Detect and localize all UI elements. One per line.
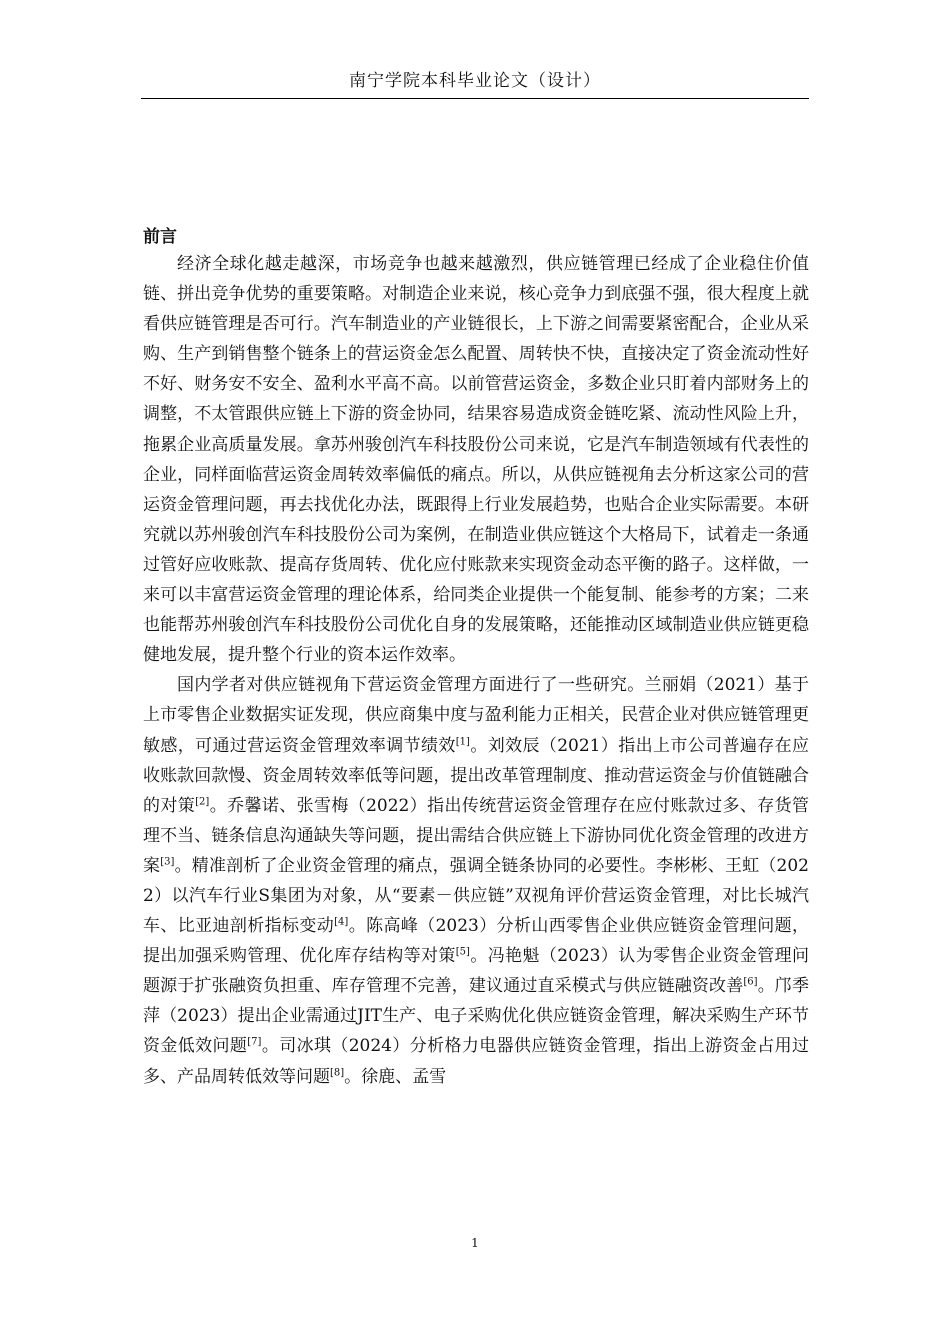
paragraph-2-text: 。司冰琪（2024）分析格力电器供应链资金管理，指出上游资金占用过多、产品周转低效等问题: [143, 1036, 810, 1087]
paragraph-2-text: 国内学者对供应链视角下营运资金管理方面进行了一些研究。兰丽娟（2021）基于上市零售企业数据实证发现，供应商集中度与盈利能力正相关，民营企业对供应链管理更敏感，可通过营运资金管理效率调节绩效: [143, 675, 809, 756]
citation-7: [7]: [247, 1036, 262, 1048]
citation-1: [1]: [455, 735, 470, 747]
citation-8: [8]: [330, 1066, 345, 1078]
citation-6: [6]: [743, 976, 758, 988]
paragraph-2-text: 。徐鹿、孟雪: [344, 1066, 447, 1087]
paragraph-2-text: 。邝季萍（2023）提出企业需通过JIT生产、电子采购优化供应链资金管理，解决采购生产环节资金低效问题: [143, 976, 810, 1057]
section-title: 前言: [143, 227, 177, 247]
paragraph-2-text: 。精准剖析了企业资金管理的痛点，强调全链条协同的必要性。李彬彬、王虹（2022）以汽车行业S集团为对象，从“要素－供应链”双视角评价营运资金管理，对比长城汽车、比亚迪剖析指标变动: [143, 855, 809, 937]
citation-2: [2]: [195, 796, 210, 808]
citation-3: [3]: [160, 856, 175, 868]
paragraph-2-text: 。陈高峰（2023）分析山西零售企业供应链资金管理问题，提出加强采购管理、优化库存结构等对策: [143, 916, 810, 967]
page-number: 1: [471, 1236, 479, 1250]
paragraph-1: 经济全球化越走越深，市场竞争也越来越激烈，供应链管理已经成了企业稳住价值链、拼出竞争优势的重要策略。对制造企业来说，核心竞争力到底强不强，很大程度上就看供应链管理是否可行。汽车制造业的产业链很长，上下游之间需要紧密配合，企业从采购、生产到销售整个链条上的营运资金怎么配置、周转快不快，直接决定了资金流动性好不好、财务安不安全、盈利水平高不高。以前管营运资金，多数企业只盯着内部财务上的调整，不太管跟供应链上下游的资金协同，结果容易造成资金链吃紧、流动性风险上升，拖累企业高质量发展。拿苏州骏创汽车科技股份公司来说，它是汽车制造领域有代表性的企业，同样面临营运资金周转效率偏低的痛点。所以，从供应链视角去分析这家公司的营运资金管理问题，再去找优化办法，既跟得上行业发展趋势，也贴合企业实际需要。本研究就以苏州骏创汽车科技股份公司为案例，在制造业供应链这个大格局下，试着走一条通过管好应收账款、提高存货周转、优化应付账款来实现资金动态平衡的路子。这样做，一来可以丰富营运资金管理的理论体系，给同类企业提供一个能复制、能参考的方案；二来也能帮苏州骏创汽车科技股份公司优化自身的发展策略，还能推动区域制造业供应链更稳健地发展，提升整个行业的资本运作效率。: [143, 254, 809, 666]
body-content: [143, 226, 809, 1092]
citation-4: [4]: [334, 916, 349, 928]
header-divider: [141, 98, 809, 99]
paragraph-2-text: 。乔馨诺、张雪梅（2022）指出传统营运资金管理存在应付账款过多、存货管理不当、链条信息沟通缺失等问题，提出需结合供应链上下游协同优化资金管理的改进方案: [143, 795, 810, 876]
running-header: 南宁学院本科毕业论文（设计）: [349, 71, 601, 91]
paragraph-2-text: 。刘效辰（2021）指出上市公司普遍存在应收账款回款慢、资金周转效率低等问题，提出改革管理制度、推动营运资金与价值链融合的对策: [143, 735, 809, 816]
citation-5: [5]: [455, 946, 470, 958]
paragraph-2: [143, 670, 809, 1091]
paragraph-2-text: 。冯艳魁（2023）认为零售企业资金管理问题源于扩张融资负担重、库存管理不完善，建议通过直采模式与供应链融资改善: [143, 946, 809, 997]
